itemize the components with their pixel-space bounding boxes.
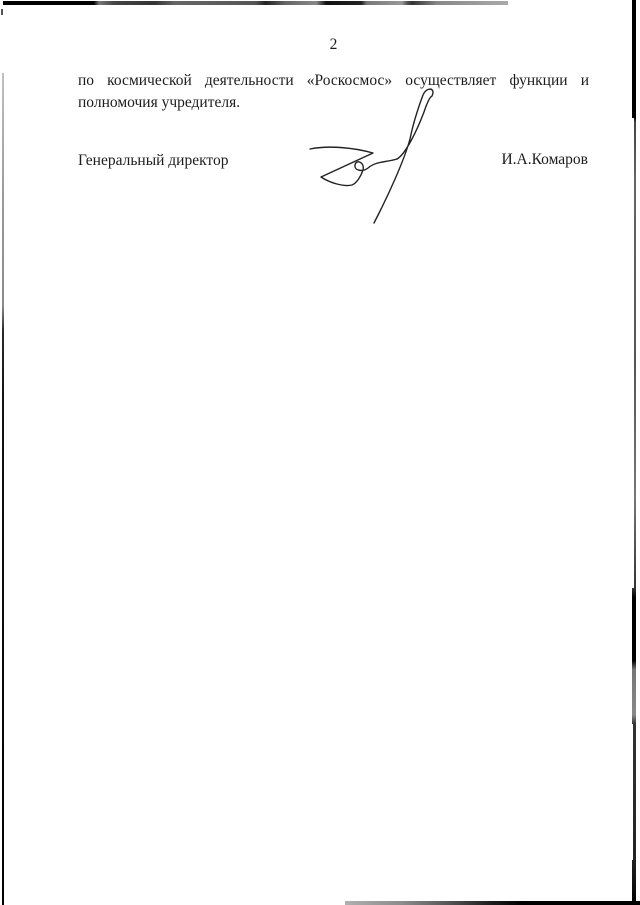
signer-name: И.А.Комаров [501,151,588,168]
scan-artifact-left-edge [2,73,4,905]
signer-title: Генеральный директор [78,152,229,169]
handwritten-signature-icon [293,84,445,230]
body-paragraph-line-1: по космической деятельности «Роскосмос» осуществляет функции и [78,72,589,89]
scan-artifact-right-edge [632,0,636,905]
scan-artifact-left-dash [1,9,3,15]
scan-artifact-bottom-edge [345,901,640,905]
page-number: 2 [329,36,338,53]
body-paragraph-line-2: полномочия учредителя. [78,94,241,111]
scan-artifact-top-edge [3,1,508,5]
